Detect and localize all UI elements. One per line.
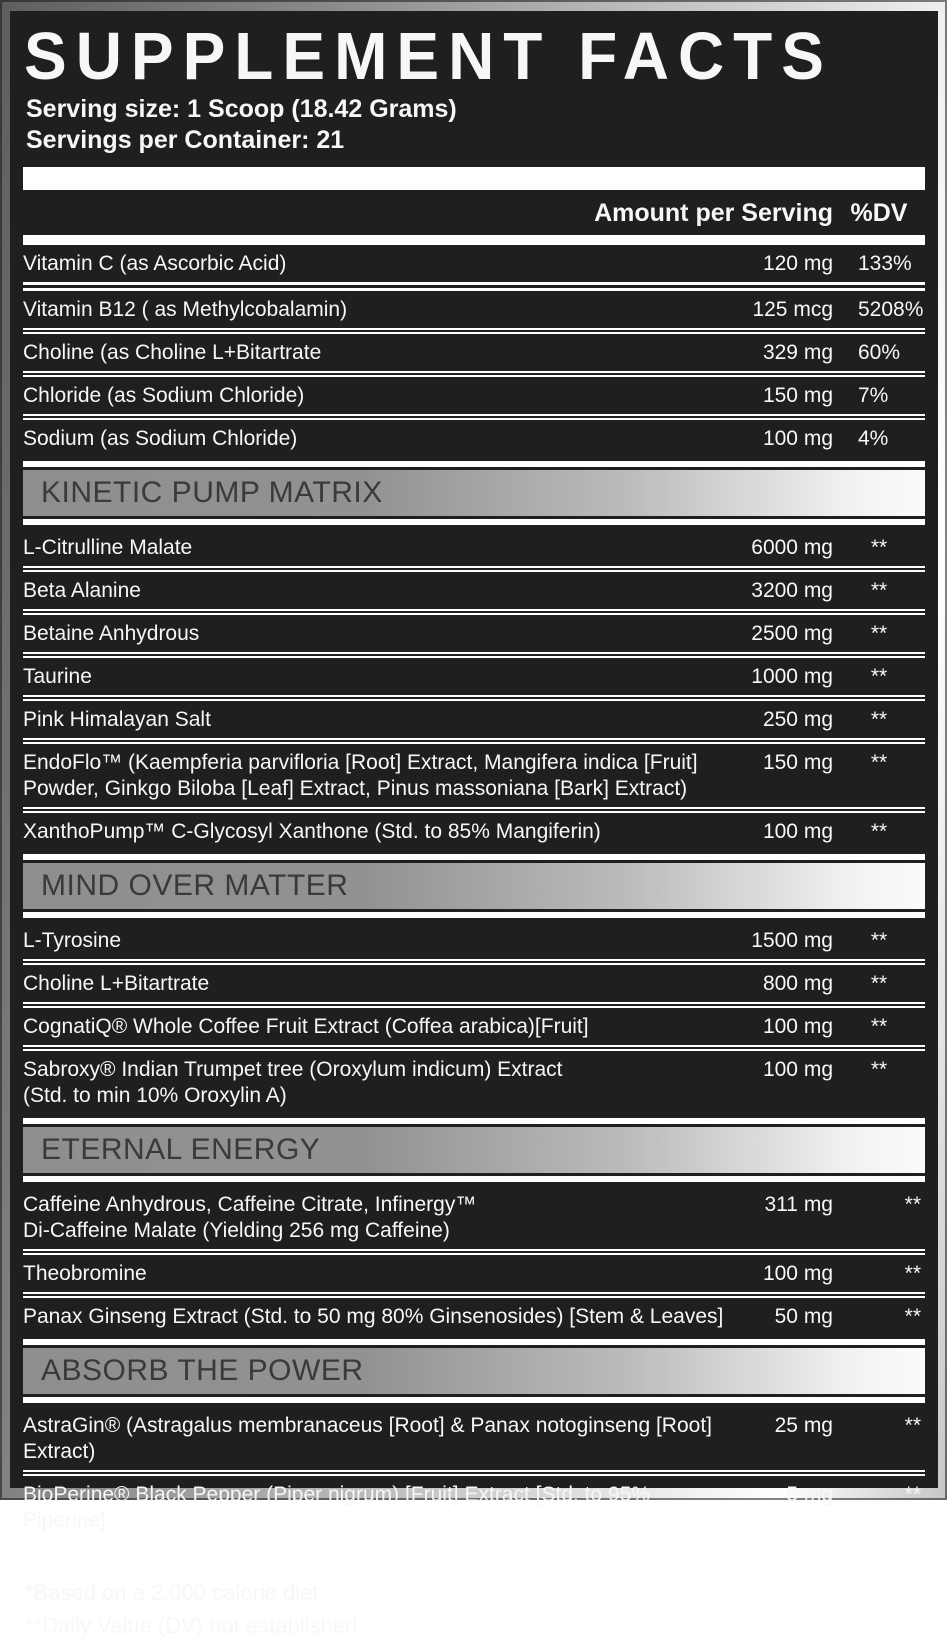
row-separator	[23, 282, 925, 291]
section-header-label: ETERNAL ENERGY	[41, 1133, 321, 1167]
ingredient-name-line: BioPerine® Black Pepper (Piper nigrum) [Fruit] Extract [Std. to 95% Piperine]	[23, 1483, 651, 1533]
ingredient-amount: 800 mg	[762, 972, 833, 996]
ingredient-amount: 125 mcg	[752, 298, 833, 322]
ingredient-name	[23, 621, 733, 647]
ingredient-row	[23, 572, 925, 609]
ingredient-amount: 100 mg	[762, 1262, 833, 1286]
ingredient-name-line: Di-Caffeine Malate (Yielding 256 mg Caffeine)	[23, 1219, 450, 1243]
ingredient-dv: **	[870, 579, 888, 603]
ingredient-row	[23, 744, 925, 807]
ingredient-dv: **	[870, 536, 888, 560]
section-separator-bar	[23, 1118, 925, 1124]
section-header-eternal-energy	[23, 1127, 925, 1173]
ingredient-row	[23, 1051, 925, 1114]
ingredient-dv: **	[904, 1262, 921, 1286]
ingredient-name	[23, 1413, 733, 1465]
ingredient-name-line: Betaine Anhydrous	[23, 622, 200, 646]
ingredient-name-line: Theobromine	[23, 1262, 147, 1286]
ingredient-dv: **	[870, 751, 888, 775]
ingredient-name-line: (Std. to min 10% Oroxylin A)	[23, 1084, 287, 1108]
section-header-mind-over-matter	[23, 863, 925, 909]
ingredient-name-line: Caffeine Anhydrous, Caffeine Citrate, Infinergy™	[23, 1193, 477, 1217]
ingredient-row	[23, 420, 925, 457]
ingredient-amount: 100 mg	[762, 1058, 833, 1082]
ingredient-amount: 120 mg	[762, 252, 833, 276]
ingredient-row	[23, 1255, 925, 1292]
ingredient-amount: 1500 mg	[751, 929, 833, 953]
column-header-row	[23, 190, 925, 235]
ingredient-row	[23, 334, 925, 371]
ingredient-row	[23, 922, 925, 959]
ingredient-row	[23, 377, 925, 414]
ingredient-name	[23, 578, 733, 604]
ingredient-row	[23, 701, 925, 738]
supplement-facts-label	[10, 11, 938, 1639]
ingredient-name	[23, 664, 733, 690]
ingredient-dv: 7%	[858, 384, 889, 408]
ingredient-amount: 6000 mg	[751, 536, 833, 560]
ingredient-dv: 4%	[858, 427, 889, 451]
ingredient-dv: **	[870, 622, 888, 646]
section-header-label: ABSORB THE POWER	[41, 1354, 364, 1388]
ingredient-row	[23, 1407, 925, 1470]
ingredient-name-line: Vitamin C (as Ascorbic Acid)	[23, 252, 287, 276]
ingredient-name-line: L-Tyrosine	[23, 929, 122, 953]
ingredient-amount: 25 mg	[774, 1414, 833, 1438]
ingredient-name	[23, 1261, 733, 1287]
ingredient-name	[23, 971, 733, 997]
ingredient-name-line: Pink Himalayan Salt	[23, 708, 211, 732]
ingredient-row	[23, 291, 925, 328]
ingredient-name-line: Choline (as Choline L+Bitartrate	[23, 341, 322, 365]
ingredient-name	[23, 928, 733, 954]
ingredient-row	[23, 1186, 925, 1249]
ingredient-dv: **	[904, 1483, 921, 1507]
ingredient-dv: 5208%	[858, 298, 924, 322]
ingredient-name	[23, 707, 733, 733]
ingredient-dv: **	[870, 929, 888, 953]
section-mind-over-matter	[23, 854, 925, 918]
ingredient-dv: **	[870, 820, 888, 844]
ingredient-amount: 100 mg	[762, 820, 833, 844]
ingredient-dv: **	[870, 708, 888, 732]
ingredient-name-line: XanthoPump™ C-Glycosyl Xanthone (Std. to 85% Mangiferin)	[23, 820, 601, 844]
ingredient-name	[23, 426, 733, 452]
ingredient-name-line: Choline L+Bitartrate	[23, 972, 210, 996]
ingredient-name-line: Vitamin B12 ( as Methylcobalamin)	[23, 298, 348, 322]
ingredient-row	[23, 615, 925, 652]
ingredient-name	[23, 251, 733, 277]
facts-table-body	[23, 245, 925, 1539]
footnotes	[25, 1576, 925, 1642]
ingredient-name-line: Chloride (as Sodium Chloride)	[23, 384, 305, 408]
ingredient-amount: 329 mg	[762, 341, 833, 365]
ingredient-name-line: Powder, Ginkgo Biloba [Leaf] Extract, Pinus massoniana [Bark] Extract)	[23, 777, 688, 801]
ingredient-dv: **	[870, 1015, 888, 1039]
section-kinetic-pump-matrix	[23, 461, 925, 525]
section-separator-bar	[23, 854, 925, 860]
ingredient-name	[23, 819, 733, 845]
ingredient-row	[23, 813, 925, 850]
ingredient-dv: 133%	[858, 252, 912, 276]
ingredient-row	[23, 1298, 925, 1335]
section-eternal-energy	[23, 1118, 925, 1182]
ingredient-name-line: CognatiQ® Whole Coffee Fruit Extract (Coffea arabica)[Fruit]	[23, 1015, 589, 1039]
column-header-dv: %DV	[850, 199, 908, 228]
ingredient-amount: 311 mg	[764, 1193, 833, 1217]
ingredient-amount: 2500 mg	[751, 622, 833, 646]
ingredient-name	[23, 340, 733, 366]
ingredient-name	[23, 297, 733, 323]
ingredient-name-line: AstraGin® (Astragalus membranaceus [Root] & Panax notoginseng [Root] Extract)	[23, 1414, 712, 1464]
ingredient-dv: **	[904, 1414, 921, 1438]
section-separator-bar	[23, 1176, 925, 1182]
ingredient-row	[23, 1008, 925, 1045]
ingredient-name-line: Panax Ginseng Extract (Std. to 50 mg 80% Ginsenosides) [Stem & Leaves]	[23, 1305, 724, 1329]
ingredient-amount: 250 mg	[762, 708, 833, 732]
ingredient-row	[23, 1476, 925, 1539]
ingredient-dv: 60%	[858, 341, 901, 365]
ingredient-name-line: Sodium (as Sodium Chloride)	[23, 427, 298, 451]
section-separator-bar	[23, 1339, 925, 1345]
section-header-absorb-the-power	[23, 1348, 925, 1394]
column-header-amount: Amount per Serving	[594, 199, 833, 228]
ingredient-dv: **	[904, 1305, 921, 1329]
section-header-label: KINETIC PUMP MATRIX	[41, 476, 383, 510]
section-separator-bar	[23, 1397, 925, 1403]
ingredient-amount: 100 mg	[762, 427, 833, 451]
separator-bar-bottom	[23, 1549, 925, 1571]
separator-bar-top	[23, 167, 925, 190]
ingredient-name	[23, 1014, 733, 1040]
ingredient-amount: 1000 mg	[751, 665, 833, 689]
ingredient-dv: **	[870, 1058, 888, 1082]
ingredient-amount: 5 mg	[786, 1483, 833, 1507]
ingredient-amount: 100 mg	[762, 1015, 833, 1039]
footnote-dv-not-established: **Daily Value (DV) not established.	[25, 1613, 364, 1639]
ingredient-amount: 3200 mg	[751, 579, 833, 603]
ingredient-name	[23, 383, 733, 409]
section-absorb-the-power	[23, 1339, 925, 1403]
section-separator-bar	[23, 461, 925, 467]
ingredient-name-line: EndoFlo™ (Kaempferia parvifloria [Root] Extract, Mangifera indica [Fruit]	[23, 751, 698, 775]
ingredient-name-line: Sabroxy® Indian Trumpet tree (Oroxylum indicum) Extract	[23, 1058, 563, 1082]
ingredient-row	[23, 965, 925, 1002]
ingredient-name	[23, 1192, 733, 1244]
ingredient-row	[23, 658, 925, 695]
section-separator-bar	[23, 912, 925, 918]
ingredient-amount: 150 mg	[762, 384, 833, 408]
section-header-kinetic-pump-matrix	[23, 470, 925, 516]
separator-bar-header	[23, 235, 925, 245]
ingredient-name	[23, 1304, 733, 1330]
ingredient-name	[23, 1482, 733, 1534]
serving-size: Serving size: 1 Scoop (18.42 Grams)	[26, 95, 457, 124]
page-title: SUPPLEMENT FACTS	[24, 18, 833, 94]
section-header-label: MIND OVER MATTER	[41, 869, 349, 903]
ingredient-amount: 50 mg	[774, 1305, 833, 1329]
ingredient-dv: **	[870, 972, 888, 996]
ingredient-name-line: Taurine	[23, 665, 92, 689]
ingredient-name-line: Beta Alanine	[23, 579, 141, 603]
ingredient-name-line: L-Citrulline Malate	[23, 536, 193, 560]
section-separator-bar	[23, 519, 925, 525]
ingredient-dv: **	[870, 665, 888, 689]
ingredient-amount: 150 mg	[762, 751, 833, 775]
ingredient-name	[23, 1057, 733, 1109]
ingredient-dv: **	[904, 1193, 921, 1217]
footnote-calorie-diet: *Based on a 2,000 calorie diet	[25, 1580, 319, 1606]
ingredient-name	[23, 535, 733, 561]
ingredient-name	[23, 750, 733, 802]
ingredient-row	[23, 245, 925, 282]
servings-per-container: Servings per Container: 21	[26, 125, 345, 154]
ingredient-row	[23, 529, 925, 566]
